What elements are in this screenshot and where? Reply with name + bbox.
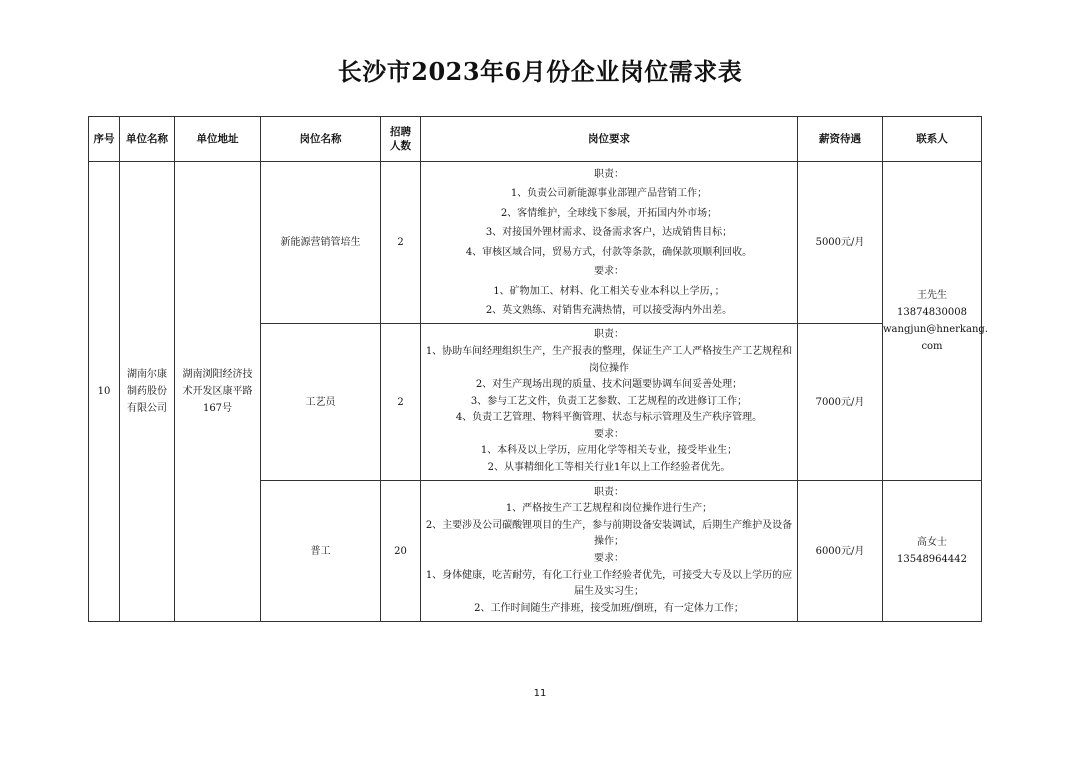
cell-salary: 6000元/月 — [798, 481, 883, 622]
requirement-line: 1、矿物加工、材料、化工相关专业本科以上学历，； — [493, 285, 725, 297]
requirement-line: 2、主要涉及公司碳酸锂项目的生产，参与前期设备安装调试，后期生产维护及设备操作； — [425, 519, 793, 548]
cell-position: 工艺员 — [261, 324, 381, 481]
requirement-line: 2、工作时间随生产排班，接受加班/倒班，有一定体力工作； — [474, 602, 744, 614]
header-row — [89, 117, 982, 162]
requirement-line: 要求： — [594, 553, 624, 564]
header-count-line2: 人数 — [390, 140, 411, 152]
header-address: 单位地址 — [175, 117, 261, 162]
requirement-line: 3、参与工艺文件，负责工艺参数、工艺规程的改进修订工作； — [470, 395, 748, 407]
requirement-line: 1、协助车间经理组织生产，生产报表的整理，保证生产工人严格按生产工艺规程和岗位操作 — [425, 345, 793, 374]
cell-salary: 7000元/月 — [798, 324, 883, 481]
contact-name: 高女士 — [917, 537, 947, 548]
requirement-line: 职责： — [594, 329, 624, 341]
cell-requirements — [421, 162, 798, 324]
requirement-line: 2、英文熟练、对销售充满热情，可以接受海内外出差。 — [485, 305, 733, 316]
header-count — [381, 117, 421, 162]
requirement-line: 2、客情维护，全球线下参展，开拓国内外市场； — [500, 207, 718, 219]
header-requirements: 岗位要求 — [421, 117, 798, 162]
page-number: 11 — [533, 688, 547, 699]
cell-count: 2 — [381, 162, 421, 324]
cell-contact — [883, 162, 988, 481]
page-title: 长沙市2023年6月份企业岗位需求表 — [337, 57, 743, 86]
requirement-line: 2、对生产现场出现的质量、技术问题要协调车间妥善处理； — [475, 379, 743, 391]
requirement-line: 1、本科及以上学历，应用化学等相关专业，接受毕业生； — [480, 445, 738, 457]
contact-name: 王先生 — [917, 290, 947, 301]
requirement-line: 2、从事精细化工等相关行业1年以上工作经验者优先。 — [487, 462, 731, 474]
cell-requirements — [421, 481, 798, 622]
requirement-line: 要求： — [594, 428, 624, 440]
requirement-line: 职责： — [594, 486, 624, 498]
cell-salary: 5000元/月 — [798, 162, 883, 324]
header-count-line1: 招聘 — [390, 126, 411, 138]
job-table — [88, 116, 988, 622]
contact-phone: 13548964442 — [897, 554, 967, 565]
table-row — [89, 162, 982, 324]
cell-contact — [883, 481, 982, 622]
contact-email: wangjun@hnerkang. — [883, 324, 988, 335]
contact-phone: 13874830008 — [897, 307, 967, 318]
header-salary: 薪资待遇 — [798, 117, 883, 162]
header-company: 单位名称 — [120, 117, 175, 162]
cell-requirements — [421, 324, 798, 481]
cell-position: 新能源营销管培生 — [261, 162, 381, 324]
cell-count: 2 — [381, 324, 421, 481]
requirement-line: 要求： — [594, 266, 624, 277]
cell-address: 湖南浏阳经济技术开发区康平路167号 — [175, 162, 261, 622]
header-seq: 序号 — [89, 117, 120, 162]
cell-seq: 10 — [89, 162, 120, 622]
header-contact: 联系人 — [883, 117, 982, 162]
requirement-line: 4、负责工艺管理、物料平衡管理、状态与标示管理及生产秩序管理。 — [455, 412, 763, 424]
cell-count: 20 — [381, 481, 421, 622]
contact-email-end: com — [921, 341, 943, 352]
requirement-line: 职责： — [594, 168, 624, 180]
cell-company: 湖南尔康制药股份有限公司 — [120, 162, 175, 622]
requirement-line: 1、负责公司新能源事业部锂产品营销工作； — [510, 188, 708, 199]
requirement-line: 1、身体健康，吃苦耐劳，有化工行业工作经验者优先，可接受大专及以上学历的应届生及实习生； — [425, 569, 793, 598]
requirement-line: 3、对接国外锂材需求、设备需求客户，达成销售目标； — [485, 227, 733, 238]
requirement-line: 4、审核区域合同，贸易方式，付款等条款，确保款项顺利回收。 — [465, 246, 753, 258]
header-position: 岗位名称 — [261, 117, 381, 162]
requirement-line: 1、严格按生产工艺规程和岗位操作进行生产； — [505, 503, 713, 515]
cell-position: 普工 — [261, 481, 381, 622]
